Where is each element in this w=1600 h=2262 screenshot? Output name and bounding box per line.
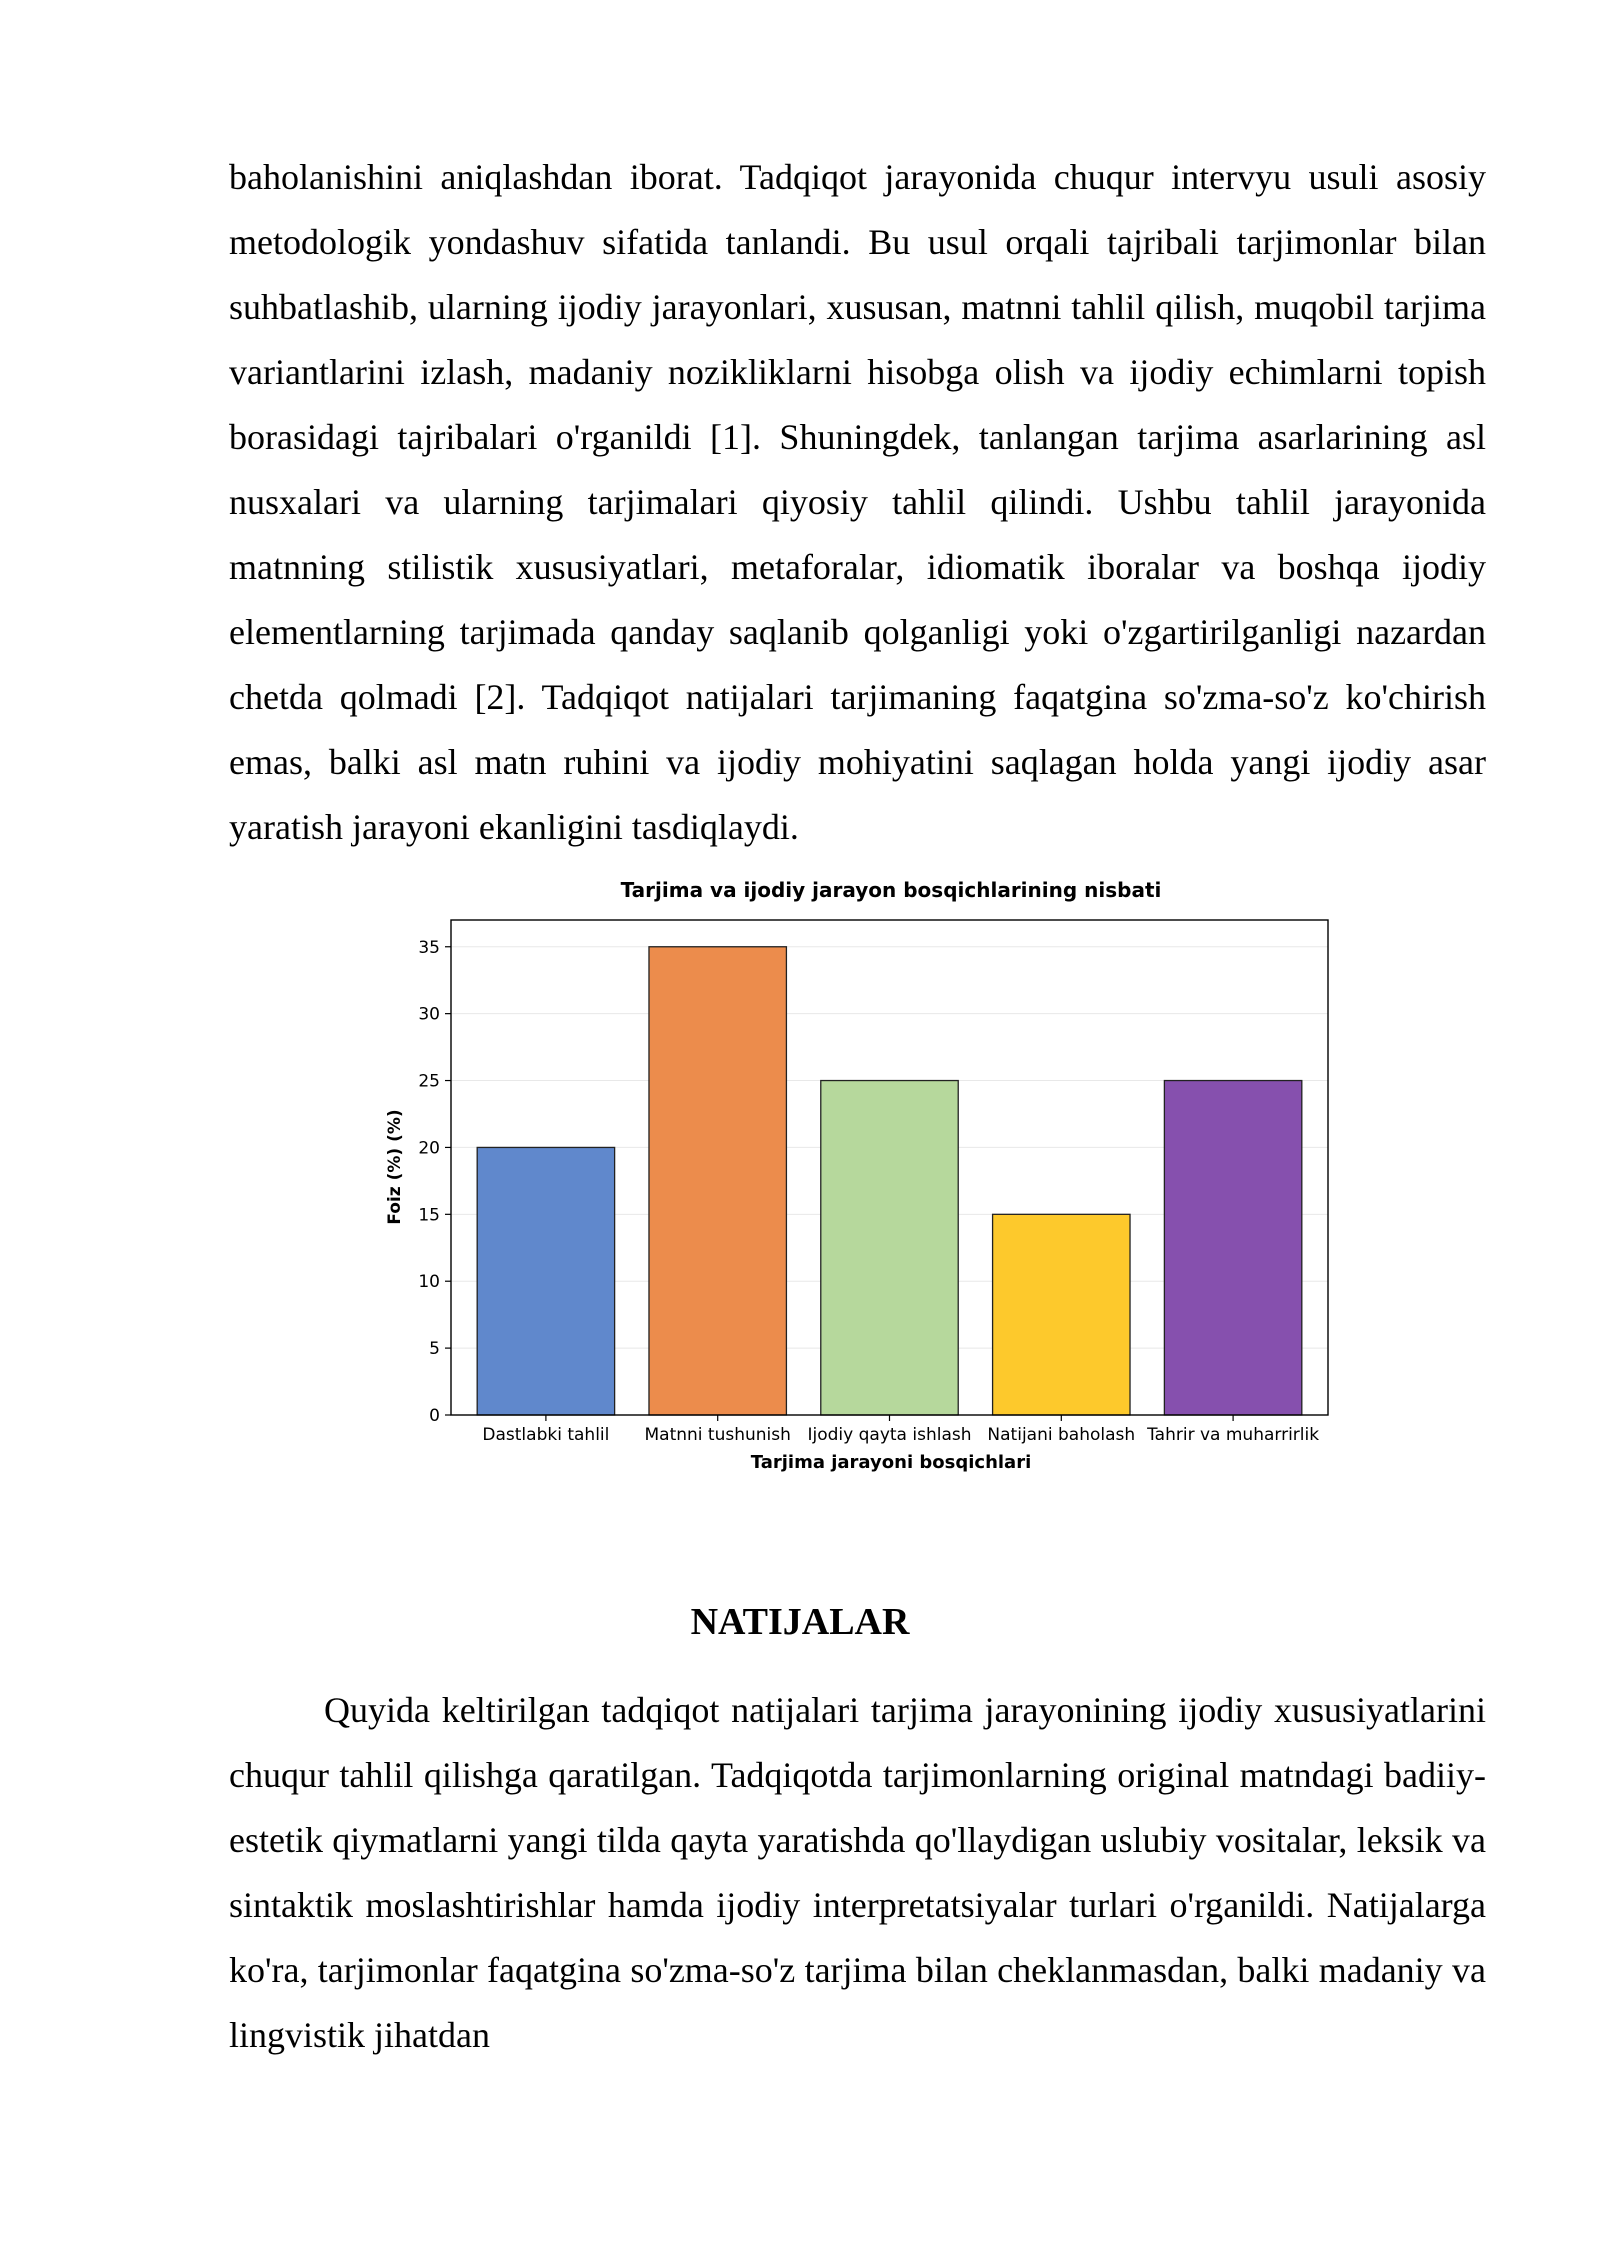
x-tick-label: Tahrir va muharrirlik (1147, 1425, 1320, 1445)
y-tick-label: 0 (429, 1406, 440, 1426)
x-axis-label: Tarjima jarayoni bosqichlari (750, 1452, 1032, 1473)
y-tick-label: 15 (418, 1205, 440, 1226)
y-tick-label: 25 (418, 1071, 440, 1092)
x-tick-label: Dastlabki tahlil (482, 1425, 610, 1445)
y-tick-label: 30 (418, 1004, 440, 1025)
x-tick-label: Matnni tushunish (644, 1425, 791, 1445)
x-tick-label: Ijodiy qayta ishlash (807, 1425, 972, 1445)
x-tick-label: Natijani baholash (987, 1425, 1136, 1445)
bar (649, 947, 786, 1415)
intro-paragraph: baholanishini aniqlashdan iborat. Tadqiqot jarayonida chuqur intervyu usuli asosiy metodologik yondashuv sifatida tanlandi. Bu usul orqali tajribali tarjimonlar bilan suhbatlashib, ularning ijodiy jarayonlari, xususan, matnni tahlil qilish, muqobil tarjima variantlarini izlash, madaniy nozikliklarni hisobga olish va ijodiy echimlarni topish borasidagi tajribalari o'rganildi [1]. Shuningdek, tanlangan tarjima asarlarining asl nusxalari va ularning tarjimalari qiyosiy tahlil qilindi. Ushbu tahlil jarayonida matnning stilistik xususiyatlari, metaforalar, idiomatik iboralar va boshqa ijodiy elementlarning tarjimada qanday saqlanib qolganligi yoki o'zgartirilganligi nazardan chetda qolmadi [2]. Tadqiqot natijalari tarjimaning faqatgina so'zma-so'z ko'chirish emas, balki asl matn ruhini va ijodiy mohiyatini saqlagan holda yangi ijodiy asar yaratish jarayoni ekanligini tasdiqlaydi. (229, 157, 1486, 847)
section-heading: NATIJALAR (690, 1601, 910, 1643)
bar-chart (360, 870, 1350, 1480)
bar (993, 1214, 1130, 1415)
bar (477, 1147, 614, 1415)
bars (477, 947, 1302, 1415)
y-axis-ticks (418, 938, 451, 1426)
y-tick-label: 20 (418, 1138, 440, 1159)
y-tick-label: 35 (418, 937, 440, 958)
y-tick-label: 5 (429, 1339, 440, 1360)
results-paragraph: Quyida keltirilgan tadqiqot natijalari tarjima jarayonining ijodiy xususiyatlarini chuqur tahlil qilishga qaratilgan. Tadqiqotda tarjimonlarning original matndagi badiiy-estetik qiymatlarni yangi tilda qayta yaratishda qo'llaydigan uslubiy vositalar, leksik va sintaktik moslashtirishlar hamda ijodiy interpretatsiyalar turlari o'rganildi. Natijalarga ko'ra, tarjimonlar faqatgina so'zma-so'z tarjima bilan cheklanmasdan, balki madaniy va lingvistik jihatdan (229, 1690, 1486, 2055)
bar (821, 1081, 958, 1415)
y-axis-label: Foiz (%) (%) (385, 1109, 405, 1225)
y-tick-label: 10 (418, 1272, 440, 1293)
bar (1164, 1081, 1301, 1415)
x-axis-ticks (482, 1415, 1319, 1445)
chart-title: Tarjima va ijodiy jarayon bosqichlarining nisbati (620, 878, 1162, 902)
